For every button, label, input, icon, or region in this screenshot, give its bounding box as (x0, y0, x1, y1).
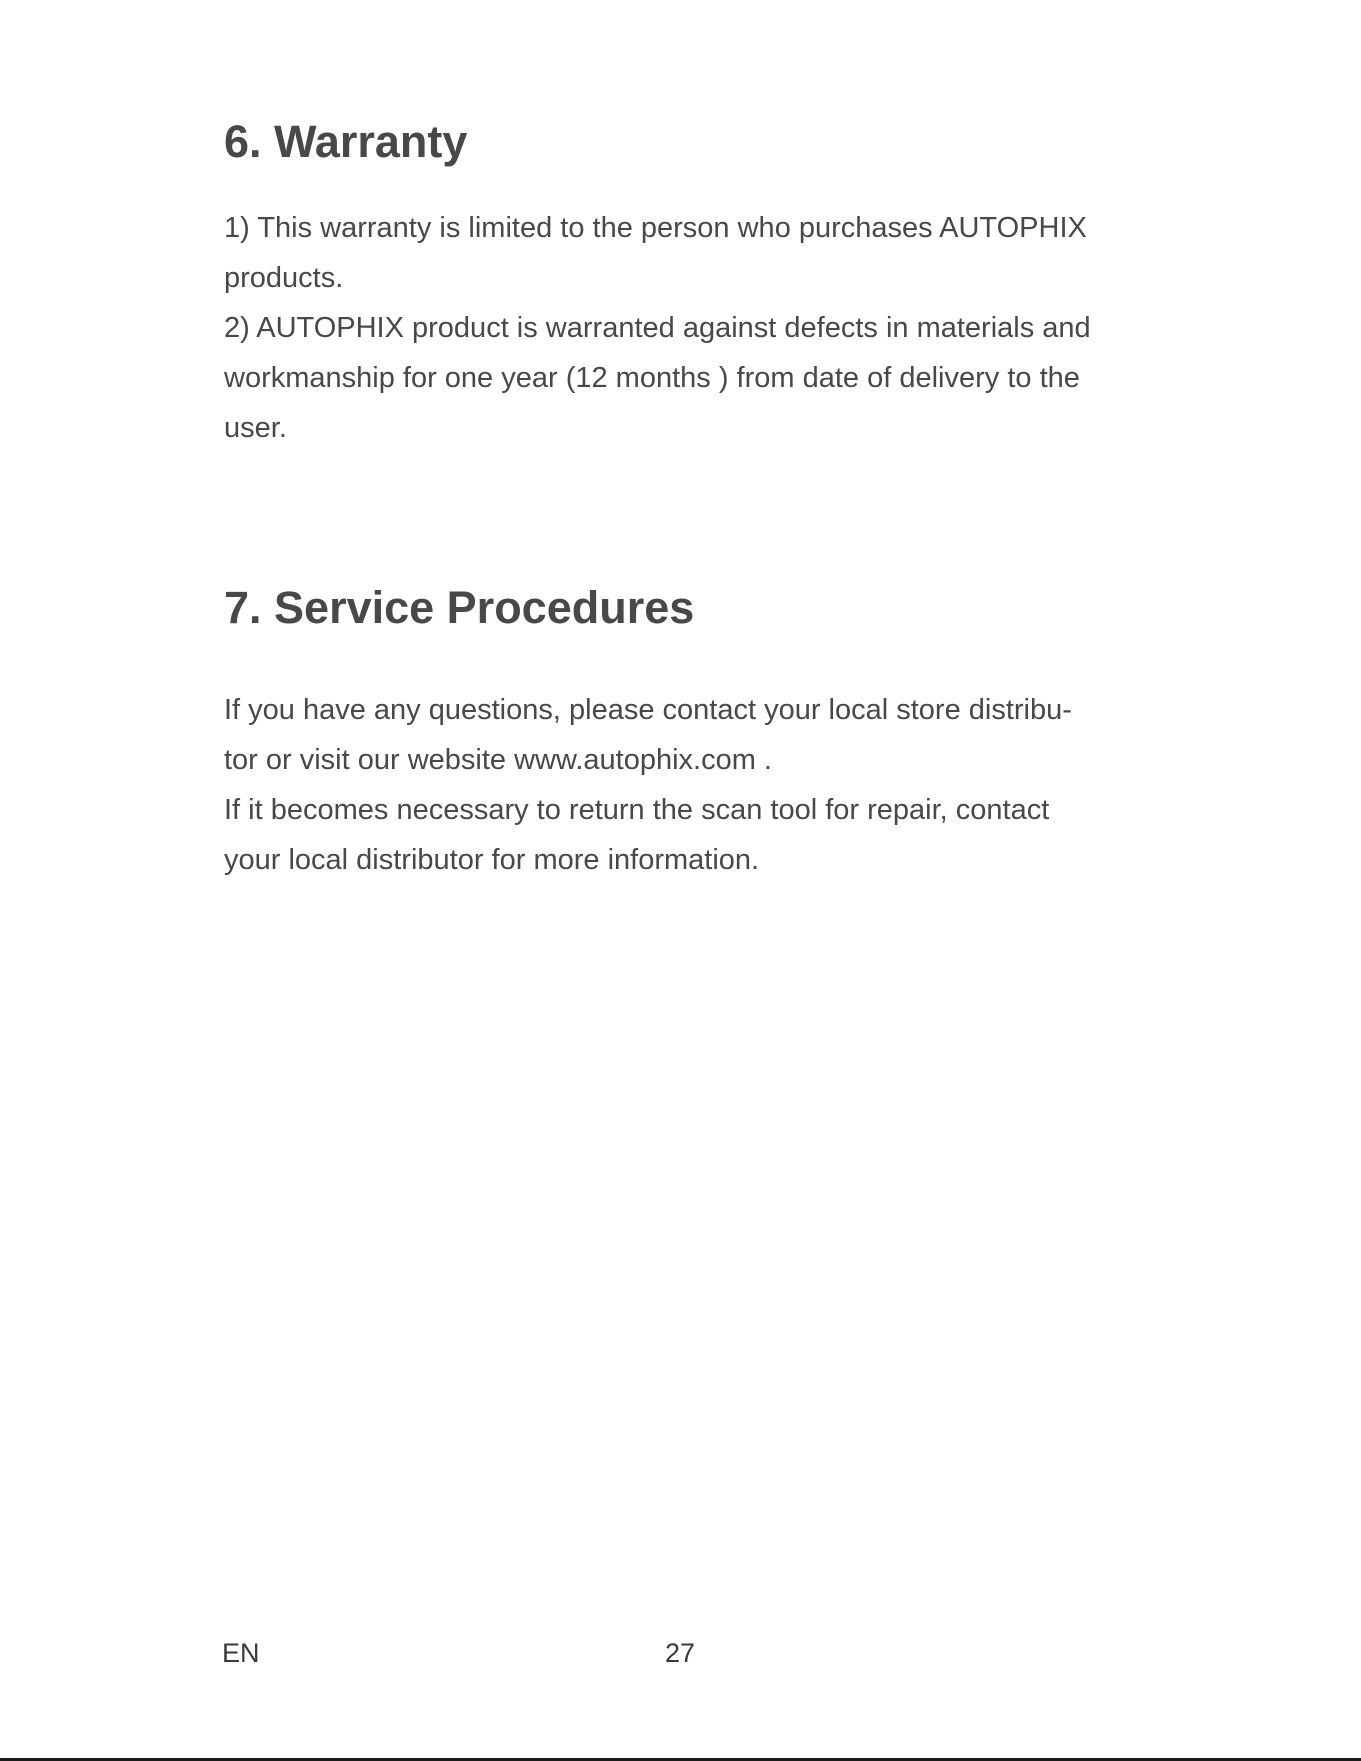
page-number: 27 (665, 1638, 696, 1668)
warranty-line: workmanship for one year (12 months ) from date of delivery to the (224, 362, 1080, 394)
service-line: If it becomes necessary to return the scan tool for repair, contact (224, 794, 1050, 826)
warranty-body (224, 203, 1144, 453)
service-procedures-body (224, 685, 1144, 885)
warranty-line: products. (224, 262, 344, 294)
warranty-line: user. (224, 412, 287, 444)
footer-language: EN (222, 1638, 260, 1668)
warranty-line: 2) AUTOPHIX product is warranted against defects in materials and (224, 312, 1091, 344)
service-line: tor or visit our website www.autophix.com . (224, 744, 772, 776)
warranty-heading: 6. Warranty (224, 116, 468, 167)
warranty-line: 1) This warranty is limited to the person who purchases AUTOPHIX (224, 212, 1087, 244)
service-line: If you have any questions, please contact your local store distribu- (224, 694, 1072, 726)
service-line: your local distributor for more information. (224, 844, 760, 876)
service-procedures-heading: 7. Service Procedures (224, 582, 695, 633)
